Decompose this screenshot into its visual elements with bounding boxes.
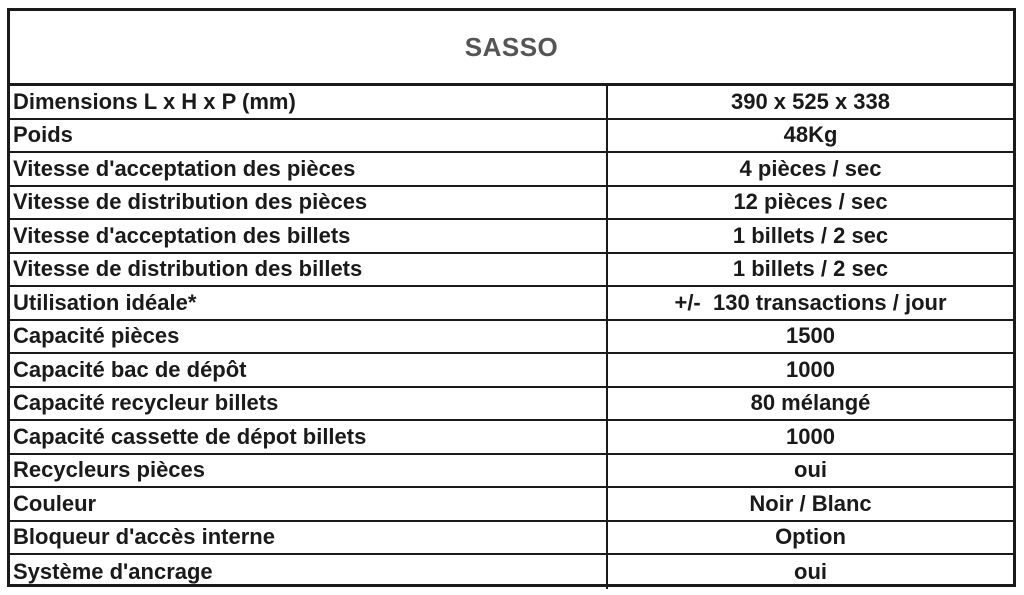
row-label: Capacité cassette de dépot billets bbox=[13, 423, 367, 449]
row-label: Système d'ancrage bbox=[13, 558, 213, 584]
value-cell bbox=[608, 254, 1013, 286]
label-cell bbox=[10, 254, 608, 286]
value-cell bbox=[608, 388, 1013, 420]
row-value: oui bbox=[794, 558, 827, 584]
table-row bbox=[10, 86, 1013, 120]
spec-table bbox=[7, 8, 1016, 587]
table-row bbox=[10, 555, 1013, 589]
label-cell bbox=[10, 421, 608, 453]
row-value: 12 pièces / sec bbox=[733, 189, 888, 215]
row-value: 1 billets / 2 sec bbox=[732, 222, 889, 248]
label-cell bbox=[10, 187, 608, 219]
value-cell bbox=[608, 522, 1013, 554]
row-label: Dimensions L x H x P (mm) bbox=[13, 88, 296, 114]
row-value: 48Kg bbox=[783, 122, 838, 148]
value-cell bbox=[608, 187, 1013, 219]
row-value: 80 mélangé bbox=[750, 390, 871, 416]
table-row bbox=[10, 455, 1013, 489]
label-cell bbox=[10, 354, 608, 386]
table-row bbox=[10, 287, 1013, 321]
label-cell bbox=[10, 120, 608, 152]
value-cell bbox=[608, 153, 1013, 185]
value-cell bbox=[608, 421, 1013, 453]
row-value: oui bbox=[794, 457, 827, 483]
table-row bbox=[10, 187, 1013, 221]
table-row bbox=[10, 354, 1013, 388]
label-cell bbox=[10, 388, 608, 420]
label-cell bbox=[10, 153, 608, 185]
label-cell bbox=[10, 86, 608, 118]
row-value: 390 x 525 x 338 bbox=[730, 88, 891, 114]
row-label: Vitesse d'acceptation des billets bbox=[13, 222, 351, 248]
table-row bbox=[10, 153, 1013, 187]
row-label: Vitesse de distribution des billets bbox=[13, 256, 363, 282]
row-label: Poids bbox=[13, 122, 73, 148]
value-cell bbox=[608, 220, 1013, 252]
table-row bbox=[10, 120, 1013, 154]
table-row bbox=[10, 321, 1013, 355]
value-cell bbox=[608, 488, 1013, 520]
value-cell bbox=[608, 555, 1013, 589]
value-cell bbox=[608, 86, 1013, 118]
row-label: Bloqueur d'accès interne bbox=[13, 524, 275, 550]
label-cell bbox=[10, 220, 608, 252]
label-cell bbox=[10, 287, 608, 319]
table-row bbox=[10, 421, 1013, 455]
table-row bbox=[10, 220, 1013, 254]
row-value: 4 pièces / sec bbox=[739, 155, 882, 181]
row-label: Vitesse d'acceptation des pièces bbox=[13, 155, 356, 181]
row-value: Option bbox=[775, 524, 846, 550]
label-cell bbox=[10, 321, 608, 353]
table-title: SASSO bbox=[464, 31, 559, 62]
label-cell bbox=[10, 522, 608, 554]
row-label: Utilisation idéale* bbox=[13, 289, 197, 315]
value-cell bbox=[608, 120, 1013, 152]
value-cell bbox=[608, 354, 1013, 386]
row-label: Capacité pièces bbox=[13, 323, 180, 349]
label-cell bbox=[10, 555, 608, 589]
row-label: Couleur bbox=[13, 490, 97, 516]
row-value: 1000 bbox=[786, 423, 835, 449]
row-label: Capacité recycleur billets bbox=[13, 390, 279, 416]
row-label: Capacité bac de dépôt bbox=[13, 356, 247, 382]
table-title-cell bbox=[10, 11, 1013, 86]
row-value: +/- 130 transactions / jour bbox=[674, 289, 947, 315]
row-value: 1 billets / 2 sec bbox=[732, 256, 889, 282]
row-value: 1500 bbox=[786, 323, 835, 349]
table-row bbox=[10, 522, 1013, 556]
label-cell bbox=[10, 488, 608, 520]
value-cell bbox=[608, 455, 1013, 487]
value-cell bbox=[608, 321, 1013, 353]
label-cell bbox=[10, 455, 608, 487]
table-row bbox=[10, 488, 1013, 522]
spec-rows bbox=[10, 86, 1013, 589]
row-label: Vitesse de distribution des pièces bbox=[13, 189, 368, 215]
value-cell bbox=[608, 287, 1013, 319]
row-value: 1000 bbox=[786, 356, 835, 382]
table-row bbox=[10, 388, 1013, 422]
table-row bbox=[10, 254, 1013, 288]
row-label: Recycleurs pièces bbox=[13, 457, 206, 483]
row-value: Noir / Blanc bbox=[749, 490, 872, 516]
